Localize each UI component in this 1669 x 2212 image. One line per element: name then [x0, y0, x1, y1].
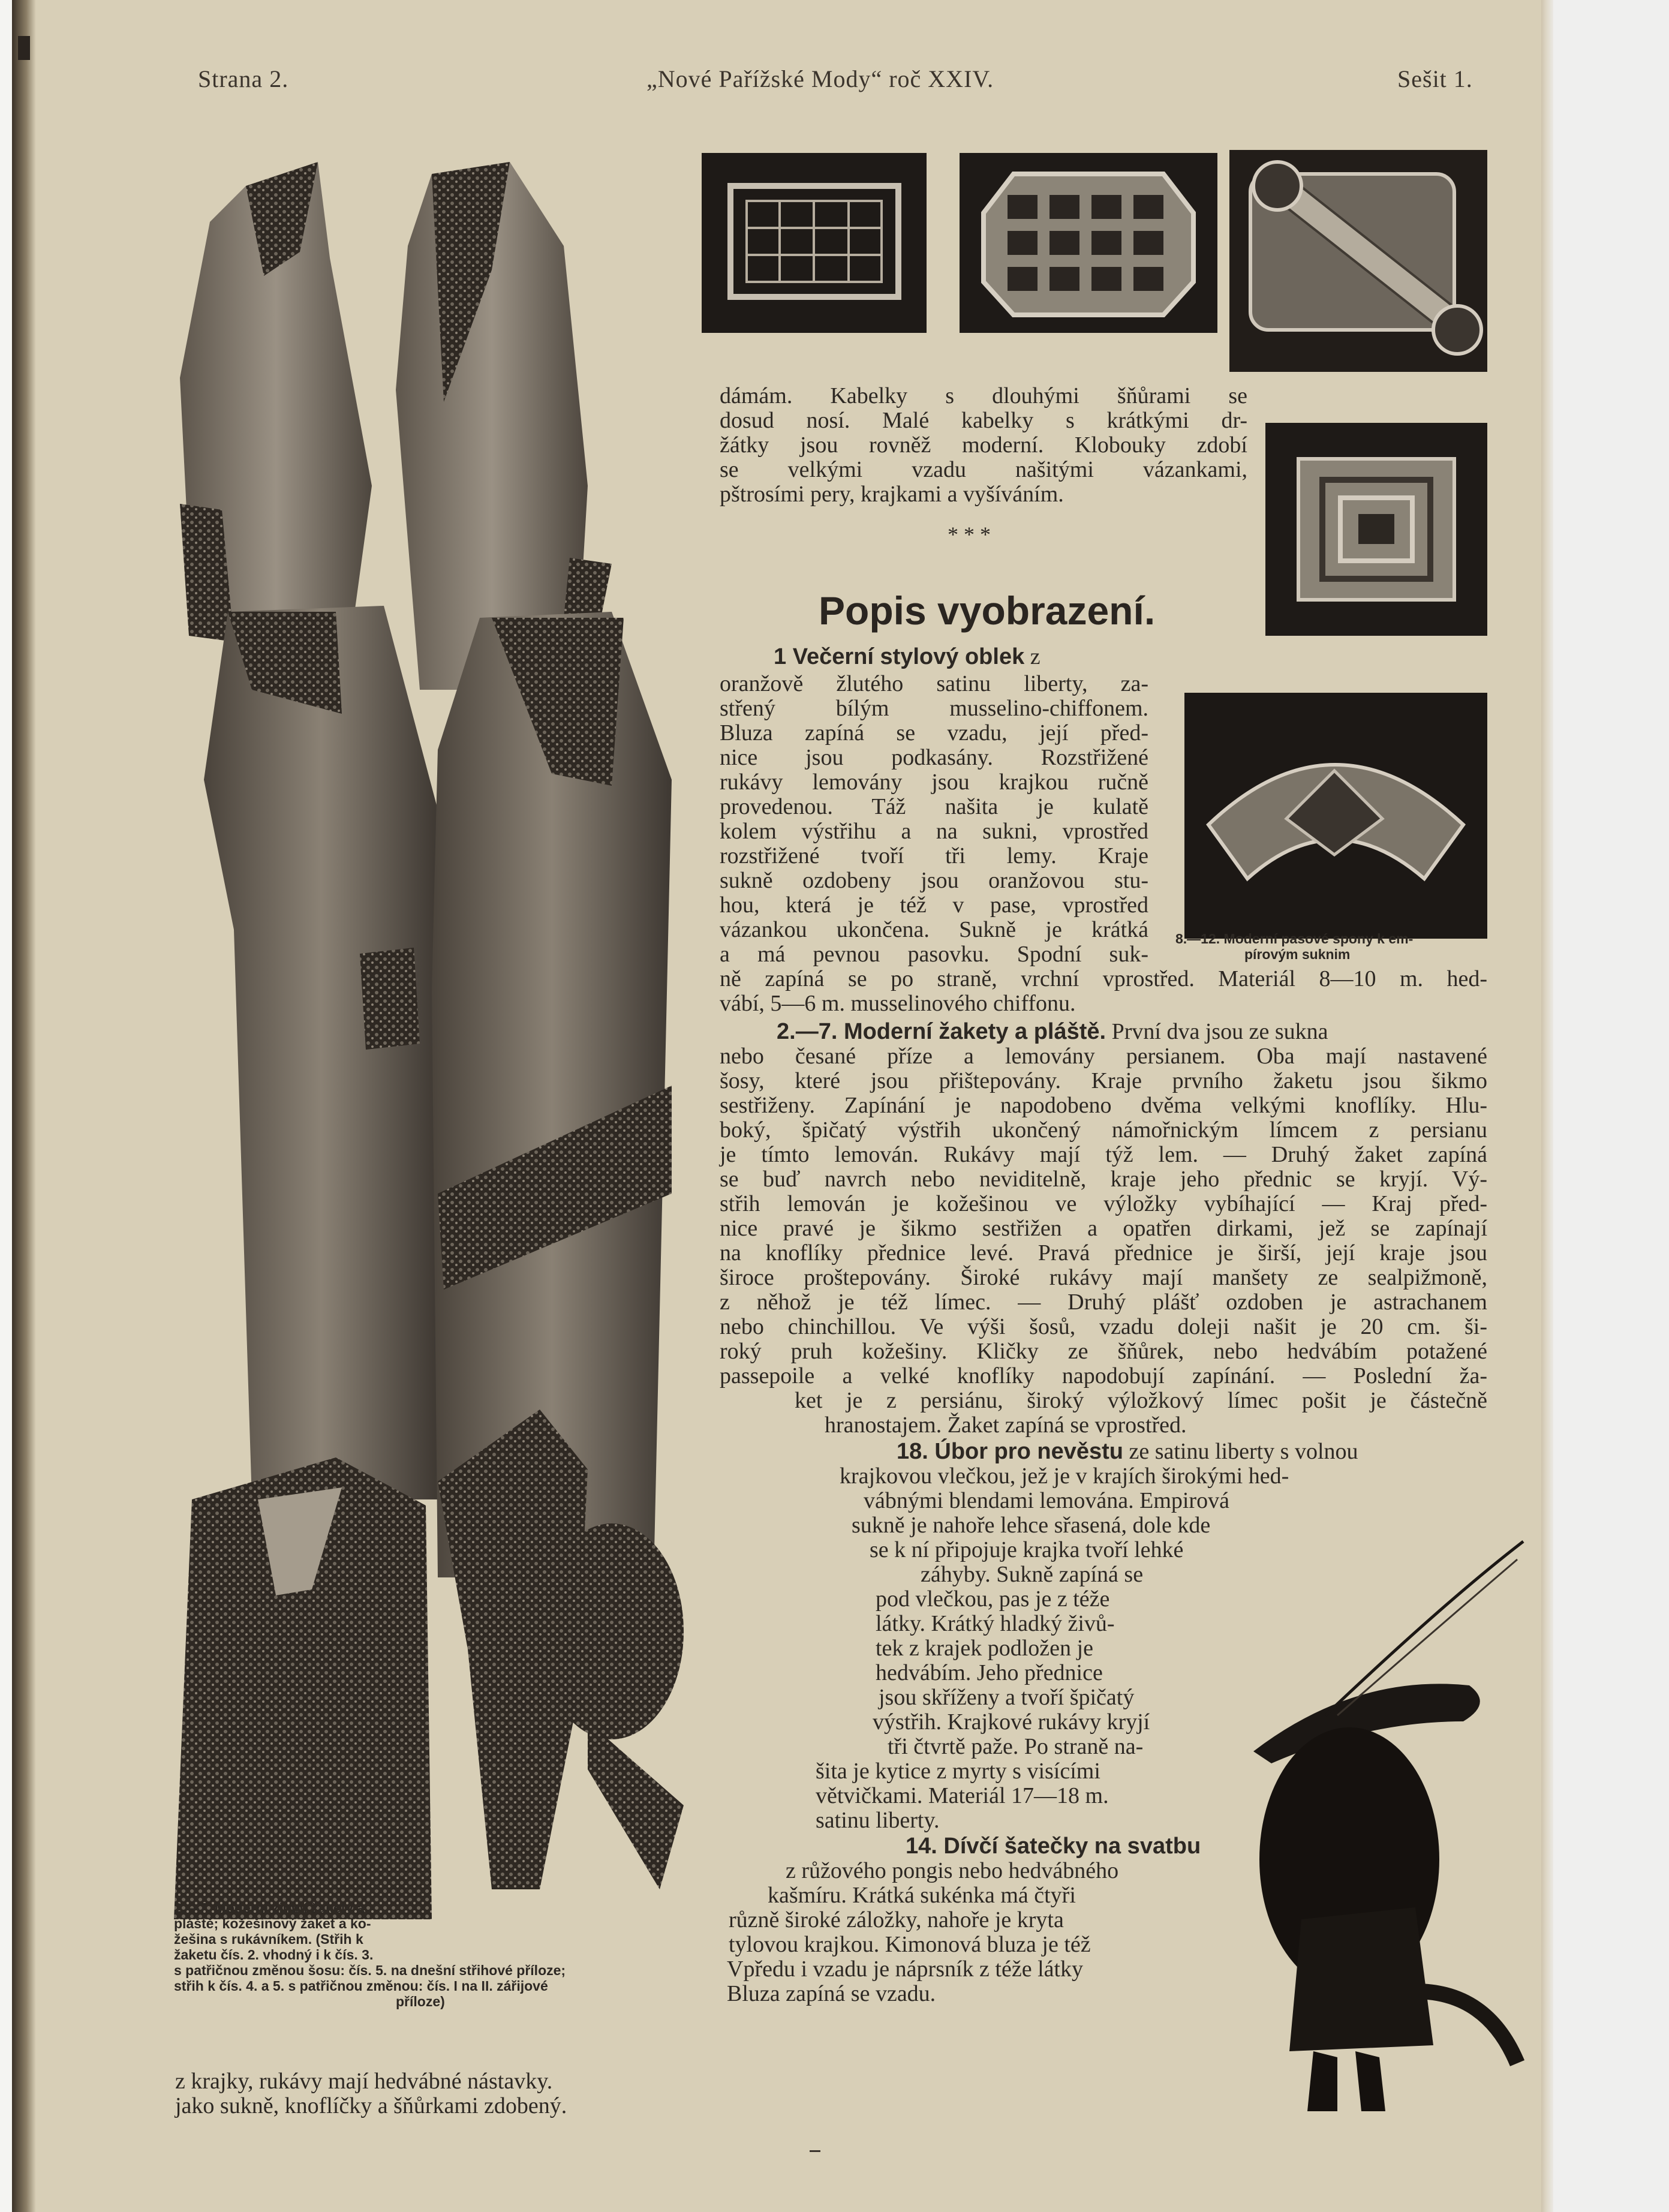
item-18-line: tek z krajek podložen je: [876, 1636, 1093, 1661]
intro-line: pštrosími pery, krajkami a vyšíváním.: [720, 482, 1064, 507]
item-2-line: sestřiženy. Zapínání je napodobeno dvěma velkými knoflíky. Hlu-: [720, 1093, 1487, 1118]
item-2-heading: 2.—7. Moderní žakety a pláště.: [777, 1019, 1106, 1044]
item-18-line: výstřih. Krajkové rukávy kryjí: [873, 1709, 1150, 1735]
item-18-line: satinu liberty.: [816, 1808, 940, 1833]
item-18-line: záhyby. Sukně zapíná se: [921, 1562, 1144, 1587]
coats-caption-line: s patřičnou změnou šosu: čís. 5. na dnešní střihové příloze;: [174, 1962, 566, 1978]
intro-line: žátky jsou rovněž moderní. Klobouky zdobí: [720, 432, 1247, 458]
buckle-image-2: [960, 153, 1217, 333]
item-1-line: sukně ozdobeny jsou oranžovou stu-: [720, 868, 1148, 893]
item-1-line: rukávy lemovány jsou krajkou ručně: [720, 770, 1148, 795]
item-1-line: Bluza zapíná se vzadu, její před-: [720, 720, 1148, 746]
item-1-heading: 1 Večerní stylový oblek: [774, 644, 1025, 669]
item-14-line: z růžového pongis nebo hedvábného: [786, 1858, 1119, 1883]
item-2-line: nebo chinchillou. Ve výši šosů, vzadu doleji našit je 20 cm. ši-: [720, 1314, 1487, 1339]
item-1-line: hou, která je též v pase, vprostřed: [720, 892, 1148, 918]
coats-illustration: [156, 150, 696, 1961]
item-2-line: ket je z persiánu, široký výložkový límec pošit je částečně: [795, 1388, 1487, 1413]
binding-mark: [18, 36, 30, 60]
item-1-line: provedenou. Táž našita je kulatě: [720, 794, 1148, 819]
item-18-line: se k ní připojuje krajka tvoří lehké: [870, 1537, 1184, 1562]
footer-mark: [810, 2150, 820, 2152]
item-2-line: hranostajem. Žaket zapíná se vprostřed.: [825, 1412, 1187, 1438]
item-14-heading: 14. Dívčí šatečky na svatbu: [906, 1834, 1201, 1859]
intro-line: dámám. Kabelky s dlouhými šňůrami se: [720, 383, 1247, 408]
coats-caption-line: 2.—7. Moderní zimní žakety a: [174, 1900, 365, 1916]
item-2-line: passepoile a velké knoflíky napodobují zapínání. — Poslední ža-: [720, 1363, 1487, 1388]
item-18-line: pod vlečkou, pas je z téže: [876, 1586, 1110, 1612]
intro-line: dosud nosí. Malé kabelky s krátkými dr-: [720, 408, 1247, 433]
item-1-line: rozstřižené tvoří tři lemy. Kraje: [720, 843, 1148, 868]
buckle-image-3: [1229, 150, 1487, 372]
item-2-line: z něhož je též límec. — Druhý plášť ozdoben je astrachanem: [720, 1290, 1487, 1315]
item-1-line: nice jsou podkasány. Rozstřižené: [720, 745, 1148, 770]
item-14-line: Bluza zapíná se vzadu.: [727, 1981, 936, 2006]
item-1-line: ně zapíná se po straně, vrchní vprostřed. Materiál 8—10 m. hed-: [720, 966, 1487, 991]
item-2-line: je tímto lemován. Rukávy mají týž lem. — Druhý žaket zapíná: [720, 1142, 1487, 1167]
intro-line: se velkými vzadu našitými vázankami,: [720, 457, 1247, 482]
item-18-line: vábnými blendami lemována. Empirová: [864, 1488, 1229, 1513]
buckles-caption-line: pírovým suknim: [1244, 946, 1351, 962]
item-14-line: tylovou krajkou. Kimonová bluza je též: [729, 1932, 1091, 1957]
coats-caption-line: příloze): [396, 1994, 445, 2009]
item-14-line: různě široké záložky, nahoře je kryta: [729, 1907, 1064, 1933]
item-2-line: na knoflíky přednice levé. Pravá přednice je širší, její kraje jsou: [720, 1240, 1487, 1266]
bottom-left-line: z krajky, rukávy mají hedvábné nástavky.: [175, 2069, 553, 2094]
item-2-line: široce proštepovány. Široké rukávy mají manšety ze sealpižmoně,: [720, 1265, 1487, 1290]
item-18-line: sukně je nahoře lehce sřasená, dole kde: [852, 1513, 1211, 1538]
item-2-line: střih lemován je kožešinou ve výložky vybíhající — Kraj před-: [720, 1191, 1487, 1216]
item-2-heading-line: [777, 1020, 1328, 1044]
coats-caption-line: žešina s rukávníkem. (Střih k: [174, 1931, 363, 1947]
item-2-line: se buď navrch nebo neviditelně, kraje jeho přednic se kryjí. Vý-: [720, 1167, 1487, 1192]
page-edge-shadow: [12, 0, 36, 2212]
item-1-line: střený bílým musselino-chiffonem.: [720, 696, 1148, 721]
item-18-line: tři čtvrtě paže. Po straně na-: [888, 1734, 1144, 1759]
item-18-heading: 18. Úbor pro nevěstu: [897, 1439, 1123, 1464]
bride-muff-illustration: [1235, 1535, 1547, 2135]
item-1-line: vábí, 5—6 m. musselinového chiffonu.: [720, 991, 1076, 1016]
coats-caption-line: střih k čís. 4. a 5. s patřičnou změnou: čís. I na II. zářijové: [174, 1978, 548, 1994]
item-18-line: krajkovou vlečkou, jež je v krajích širokými hed-: [840, 1463, 1289, 1489]
issue-number: Sešit 1.: [1397, 65, 1473, 92]
magazine-title: „Nové Pařížské Mody“ roč XXIV.: [646, 65, 994, 92]
item-1-line: kolem výstřihu a na sukni, vprostřed: [720, 819, 1148, 844]
buckles-caption-line: 8.—12. Moderní pasové spony k em-: [1175, 931, 1414, 946]
page-number: Strana 2.: [198, 65, 289, 92]
buckle-image-4: [1265, 423, 1487, 636]
item-1-line: vázankou ukončena. Sukně je krátká: [720, 917, 1148, 942]
item-1-line: oranžově žlutého satinu liberty, za-: [720, 671, 1148, 696]
item-2-line: boký, špičatý výstřih ukončený námořnickým límcem z persianu: [720, 1117, 1487, 1143]
item-14-line: kašmíru. Krátká sukénka má čtyři: [768, 1883, 1076, 1908]
item-18-heading-line: [897, 1439, 1358, 1464]
coats-caption-line: žaketu čís. 2. vhodný i k čís. 3.: [174, 1947, 374, 1962]
coats-caption-line: pláště; kožešinový žaket a ko-: [174, 1916, 371, 1931]
section-title: Popis vyobrazení.: [819, 588, 1156, 633]
item-2-heading-rest: První dva jsou ze sukna: [1106, 1019, 1328, 1044]
buckle-image-1: [702, 153, 927, 333]
item-18-line: větvičkami. Materiál 17—18 m.: [816, 1783, 1109, 1808]
item-18-line: hedvábím. Jeho přednice: [876, 1660, 1103, 1685]
item-2-line: roký pruh kožešiny. Kličky ze šňůrek, nebo hedvábím potažené: [720, 1339, 1487, 1364]
magazine-page: [12, 0, 1541, 2212]
item-18-line: šita je kytice z myrty s visícími: [816, 1759, 1100, 1784]
section-divider-stars: * * *: [948, 522, 991, 546]
bottom-left-line: jako sukně, knoflíčky a šňůrkami zdobený.: [175, 2093, 567, 2118]
item-18-line: látky. Krátký hladký živů-: [876, 1611, 1115, 1636]
item-2-line: šosy, které jsou přištepovány. Kraje prvního žaketu jsou šikmo: [720, 1068, 1487, 1093]
item-2-line: nice pravé je šikmo sestřižen a opatřen dirkami, jež se zapínají: [720, 1216, 1487, 1241]
item-14-line: Vpředu i vzadu je náprsník z téže látky: [727, 1956, 1084, 1982]
item-18-line: jsou skříženy a tvoří špičatý: [879, 1685, 1135, 1710]
item-2-line: nebo česané příze a lemovány persianem. Oba mají nastavené: [720, 1044, 1487, 1069]
item-1-line: a má pevnou pasovku. Spodní suk-: [720, 942, 1148, 967]
scan-margin: [1553, 0, 1669, 2212]
buckle-image-5: [1184, 693, 1487, 939]
item-18-heading-rest: ze satinu liberty s volnou: [1123, 1439, 1358, 1464]
item-1-heading-line: [774, 645, 1041, 669]
item-1-heading-rest: z: [1024, 644, 1041, 669]
